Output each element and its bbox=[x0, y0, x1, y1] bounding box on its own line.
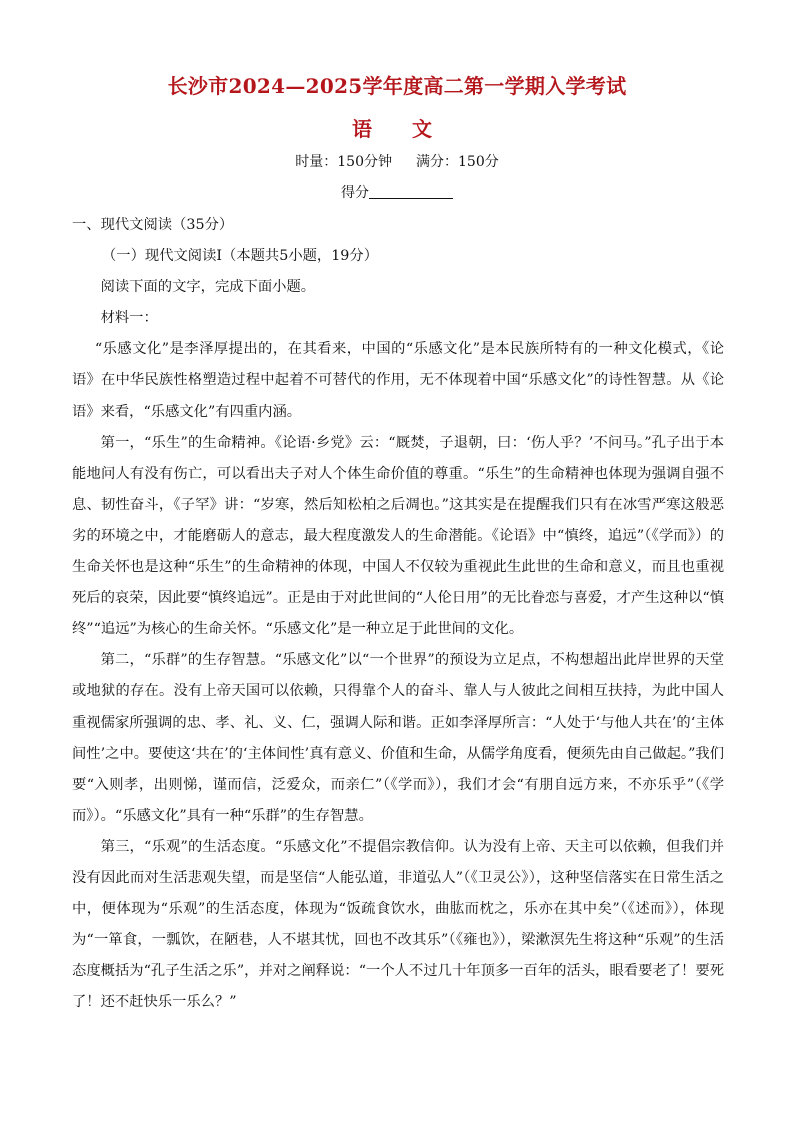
paragraph-third: 第三，“乐观”的生活态度。“乐感文化”不提倡宗教信仰。认为没有上帝、天主可以依赖，但我们并没有因此而对生活悲观失望，而是坚信“人能弘道，非道弘人”（《卫灵公》），这种坚信落实在日常生活之中，便体现为“乐观”的生活态度，体现为“饭疏食饮水，曲肱而枕之，乐亦在其中矣”（《述而》），体现为“一箪食，一瓢饮，在陋巷，人不堪其忧，回也不改其乐”（《雍也》），梁漱溟先生将这种“乐观”的生活态度概括为“孔子生活之乐”，并对之阐释说：“一个人不过几十年顶多一百年的活头，眼看要老了！要死了！还不赶快乐一乐么？” bbox=[72, 838, 724, 1011]
paragraph-first: 第一，“乐生”的生命精神。《论语·乡党》云：“厩焚，子退朝，曰：‘伤人乎？’不问马。”孔子出于本能地问人有没有伤亡，可以看出夫子对人个体生命价值的尊重。“乐生”的生命精神也体现为强调自强不息、韧性奋斗，《子罕》讲：“岁寒，然后知松柏之后凋也。”这其实是在提醒我们只有在冰雪严寒这般恶劣的环境之中，才能磨砺人的意志，最大程度激发人的生命潜能。《论语》中“慎终，追远”（《学而》）的生命关怀也是这种“乐生”的生命精神的体现，中国人不仅较为重视此生此世的生命和意义，而且也重视死后的哀荣，因此要“慎终追远”。正是由于对此世间的“人伦日用”的无比眷恋与喜爱，才产生这种以“慎终”“追远”为核心的生命关怀。“乐感文化”是一种立足于此世间的文化。 bbox=[72, 434, 724, 638]
subsection-heading: （一）现代文阅读Ⅰ（本题共5小题，19分） bbox=[102, 248, 378, 265]
score-label: 得分 bbox=[341, 185, 369, 201]
exam-title: 长沙市2024—2025学年度高二第一学期入学考试 bbox=[167, 74, 627, 98]
full-score: 满分：150分 bbox=[416, 154, 499, 170]
paragraph-second: 第二，“乐群”的生存智慧。“乐感文化”以“一个世界”的预设为立足点，不构想超出此岸世界的天堂或地狱的存在。没有上帝天国可以依赖，只得靠个人的奋斗、靠人与人彼此之间相互扶持，为此中国人重视儒家所强调的忠、孝、礼、义、仁，强调人际和谐。正如李泽厚所言：“人处于‘与他人共在’的‘主体间性’之中。要使这‘共在’的‘主体间性’真有意义、价值和生命，从儒学角度看，便须先由自己做起。”我们要“入则孝，出则悌，谨而信，泛爱众，而亲仁”（《学而》），我们才会“有朋自远方来，不亦乐乎”（《学而》）。“乐感文化”具有一种“乐群”的生存智慧。 bbox=[72, 652, 724, 824]
reading-section bbox=[72, 210, 724, 1018]
section-heading: 一、现代文阅读（35分） bbox=[72, 217, 234, 233]
score-blank[interactable] bbox=[369, 184, 453, 199]
time-limit: 时量：150分钟 bbox=[295, 154, 392, 170]
subject-title: 语 文 bbox=[352, 117, 442, 141]
material-label: 材料一： bbox=[100, 310, 158, 327]
exam-meta bbox=[0, 151, 794, 171]
instruction: 阅读下面的文字，完成下面小题。 bbox=[100, 279, 316, 296]
score-field bbox=[0, 182, 794, 202]
paragraph-intro: “乐感文化”是李泽厚提出的，在其看来，中国的“乐感文化”是本民族所特有的一种文化模式，《论语》在中华民族性格塑造过程中起着不可替代的作用，无不体现着中国“乐感文化”的诗性智慧。从《论语》来看，“乐感文化”有四重内涵。 bbox=[72, 341, 724, 420]
